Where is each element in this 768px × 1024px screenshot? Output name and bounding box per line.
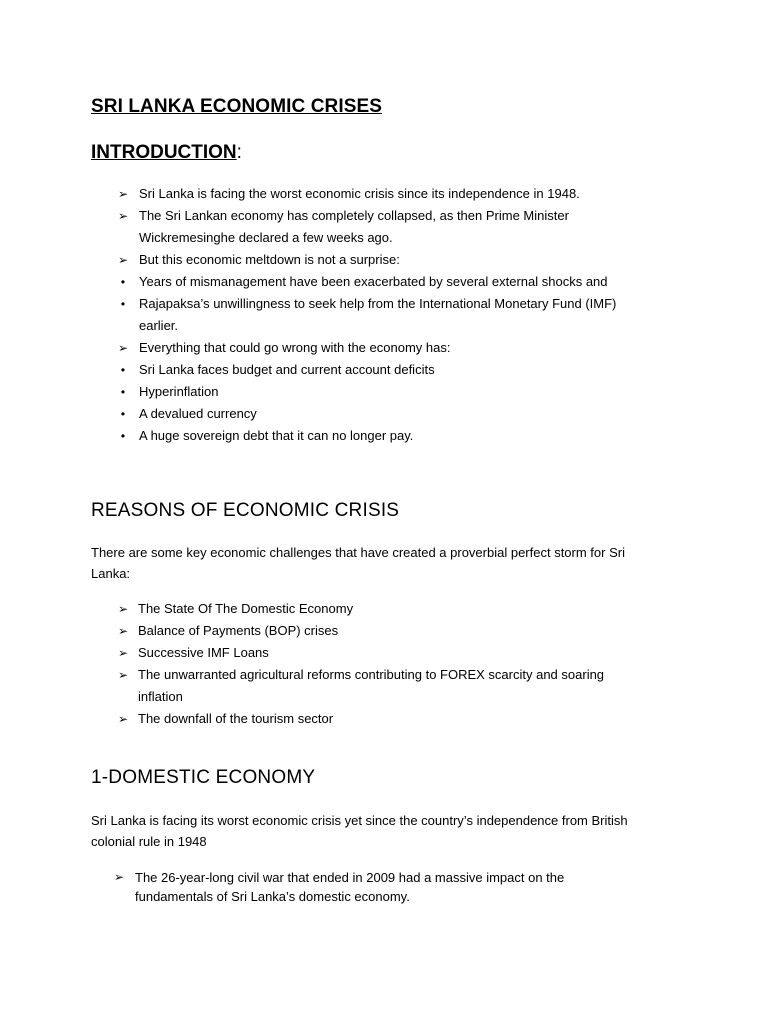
list-item-text: Sri Lanka is facing the worst economic crisis since its independence in 1948. [139,186,580,201]
list-item-text: The State Of The Domestic Economy [138,601,354,616]
list-item-text: Rajapaksa’s unwillingness to seek help from the International Monetary Fund (IMF) [139,296,617,311]
domestic-paragraph-line: Sri Lanka is facing its worst economic crisis yet since the country’s independence from British [91,813,628,828]
list-item-text: Years of mismanagement have been exacerbated by several external shocks and [139,274,608,289]
list-item [0,381,768,403]
list-item [0,359,768,381]
bullet-icon: • [120,275,126,289]
list-item [0,271,768,293]
list-item-text: Balance of Payments (BOP) crises [138,623,339,638]
introduction-heading [91,142,242,164]
list-item [0,642,768,664]
domestic-paragraph-line: colonial rule in 1948 [91,834,207,849]
list-item-text: Sri Lanka faces budget and current account deficits [139,362,435,377]
reasons-heading: REASONS OF ECONOMIC CRISIS [91,500,400,521]
list-item [0,293,768,337]
list-item [0,620,768,642]
arrow-bullet-icon: ➢ [113,870,125,884]
domestic-list [0,868,768,906]
arrow-bullet-icon: ➢ [117,624,129,638]
list-item [0,403,768,425]
list-item-text: Hyperinflation [139,384,219,399]
reasons-paragraph-line: Lanka: [91,566,131,581]
arrow-bullet-icon: ➢ [117,209,129,223]
list-item [0,868,768,906]
list-item [0,425,768,447]
list-item-text: The unwarranted agricultural reforms contributing to FOREX scarcity and soaring [138,667,605,682]
list-item [0,598,768,620]
bullet-icon: • [120,407,126,421]
reasons-paragraph [91,542,681,584]
list-item-text: A huge sovereign debt that it can no longer pay. [139,428,414,443]
list-item-text: The 26-year-long civil war that ended in 2009 had a massive impact on the [135,870,565,885]
arrow-bullet-icon: ➢ [117,602,129,616]
domestic-paragraph [91,810,681,852]
list-item-text: Everything that could go wrong with the economy has: [139,340,451,355]
introduction-colon: : [236,142,242,163]
arrow-bullet-icon: ➢ [117,712,129,726]
arrow-bullet-icon: ➢ [117,646,129,660]
arrow-bullet-icon: ➢ [117,253,129,267]
list-item-text: Wickremesinghe declared a few weeks ago. [139,230,393,245]
list-item-text: fundamentals of Sri Lanka’s domestic economy. [135,889,410,904]
introduction-list [0,183,768,447]
arrow-bullet-icon: ➢ [117,668,129,682]
list-item [0,205,768,249]
list-item-text: A devalued currency [139,406,257,421]
introduction-heading-text: INTRODUCTION [91,142,237,163]
bullet-icon: • [120,385,126,399]
bullet-icon: • [120,429,126,443]
bullet-icon: • [120,297,126,311]
arrow-bullet-icon: ➢ [117,341,129,355]
list-item [0,337,768,359]
list-item-text: inflation [138,689,183,704]
reasons-paragraph-line: There are some key economic challenges that have created a proverbial perfect storm for Sri [91,545,625,560]
document-title: SRI LANKA ECONOMIC CRISES [91,96,383,117]
list-item-text: The downfall of the tourism sector [138,711,334,726]
list-item-text: But this economic meltdown is not a surprise: [139,252,400,267]
list-item [0,708,768,730]
list-item [0,183,768,205]
list-item [0,249,768,271]
reasons-list [0,598,768,730]
list-item-text: The Sri Lankan economy has completely collapsed, as then Prime Minister [139,208,569,223]
list-item-text: Successive IMF Loans [138,645,269,660]
bullet-icon: • [120,363,126,377]
list-item-text: earlier. [139,318,179,333]
domestic-economy-heading: 1-DOMESTIC ECONOMY [91,767,316,788]
arrow-bullet-icon: ➢ [117,187,129,201]
list-item [0,664,768,708]
